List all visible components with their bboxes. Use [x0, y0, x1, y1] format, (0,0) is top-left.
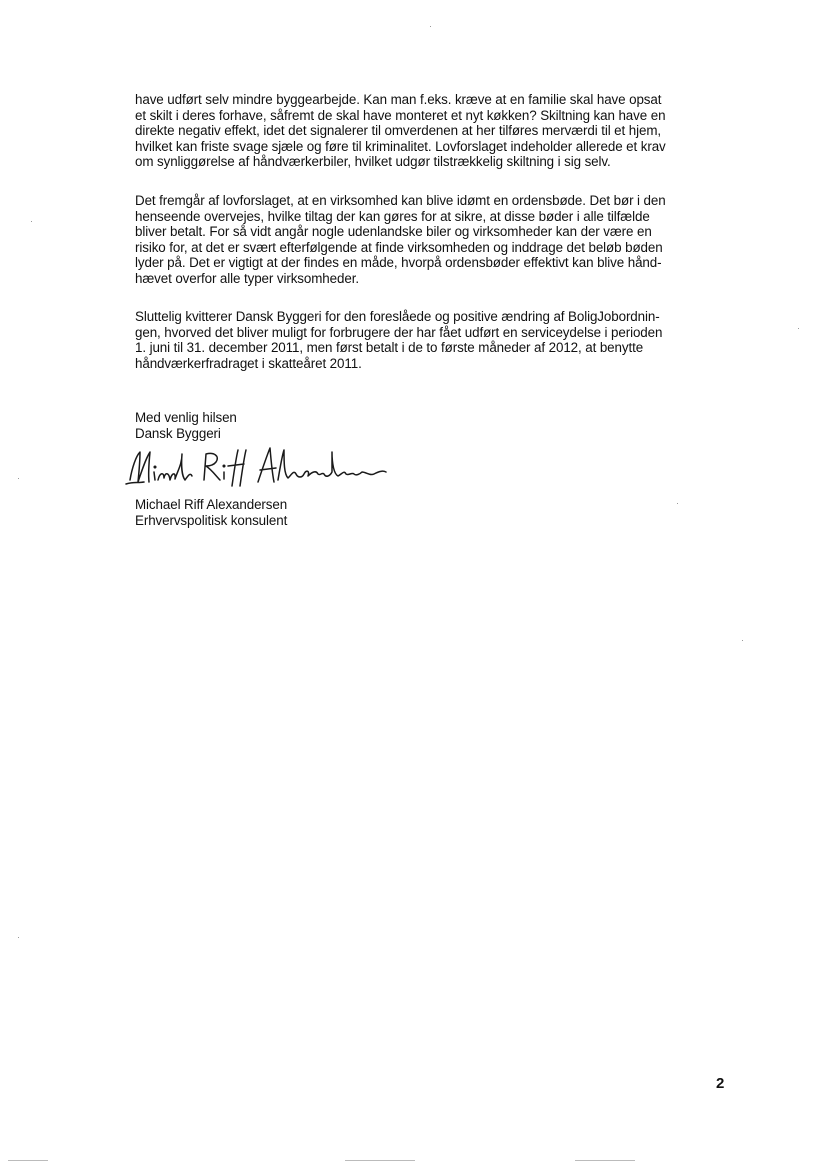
paragraph-line: lyder på. Det er vigtigt at der findes en måde, hvorpå ordensbøder effektivt kan blive hånd- — [135, 255, 662, 271]
paragraph-line: om synliggørelse af håndværkerbiler, hvilket udgør tilstrækkelig skiltning i sig selv. — [135, 154, 611, 170]
paragraph-line: have udført selv mindre byggearbejde. Kan man f.eks. kræve at en familie skal have opsat — [135, 92, 662, 107]
paragraph-line: hvilket kan friste svage sjæle og føre til kriminalitet. Lovforslaget indeholder allerede et krav — [135, 138, 666, 154]
handwritten-signature — [118, 442, 388, 492]
page-number: 2 — [716, 1075, 725, 1092]
scan-speck — [430, 26, 431, 27]
closing-organization: Dansk Byggeri — [135, 425, 221, 441]
paragraph-line: 1. juni til 31. december 2011, men først betalt i de to første måneder af 2012, at benytte — [135, 340, 644, 356]
scan-speck — [31, 221, 32, 222]
scan-edge-line — [345, 1160, 415, 1161]
paragraph-line: Det fremgår af lovforslaget, at en virksomhed kan blive idømt en ordensbøde. Det bør i den — [135, 193, 666, 208]
paragraph-line: hævet overfor alle typer virksomheder. — [135, 270, 359, 286]
scan-speck — [677, 503, 678, 504]
paragraph-boligjob — [135, 309, 745, 371]
paragraph-line: bliver betalt. For så vidt angår nogle udenlandske biler og virksomheder kan der være en — [135, 224, 652, 240]
scan-speck — [742, 640, 743, 641]
signer-title: Erhvervspolitisk konsulent — [135, 512, 288, 528]
scan-speck — [18, 937, 19, 938]
scan-edge-line — [575, 1160, 635, 1161]
closing-greeting: Med venlig hilsen — [135, 410, 237, 425]
scan-speck — [18, 478, 19, 479]
signer-block — [135, 497, 745, 528]
paragraph-line: et skilt i deres forhave, såfremt de skal have monteret et nyt køkken? Skiltning kan have en — [135, 107, 666, 123]
closing-block — [135, 410, 745, 441]
paragraph-line: risiko for, at det er svært efterfølgende at finde virksomheden og inddrage det beløb bøden — [135, 239, 663, 255]
paragraph-ordensbode — [135, 193, 745, 287]
paragraph-line: gen, hvorved det bliver muligt for forbrugere der har fået udført en serviceydelse i perioden — [135, 324, 663, 340]
paragraph-line: håndværkerfradraget i skatteåret 2011. — [135, 355, 362, 371]
scan-edge-line — [8, 1160, 48, 1161]
paragraph-line: henseende overvejes, hvilke tiltag der kan gøres for at sikre, at disse bøder i alle tilfælde — [135, 208, 650, 224]
paragraph-line: direkte negativ effekt, idet det signalerer til omverdenen at her tilføres merværdi til et hjem, — [135, 123, 662, 139]
signer-name: Michael Riff Alexandersen — [135, 497, 288, 512]
scan-speck — [798, 328, 799, 329]
paragraph-line: Sluttelig kvitterer Dansk Byggeri for den foreslåede og positive ændring af BoligJobordnin- — [135, 309, 660, 324]
paragraph-skiltning — [135, 92, 745, 170]
